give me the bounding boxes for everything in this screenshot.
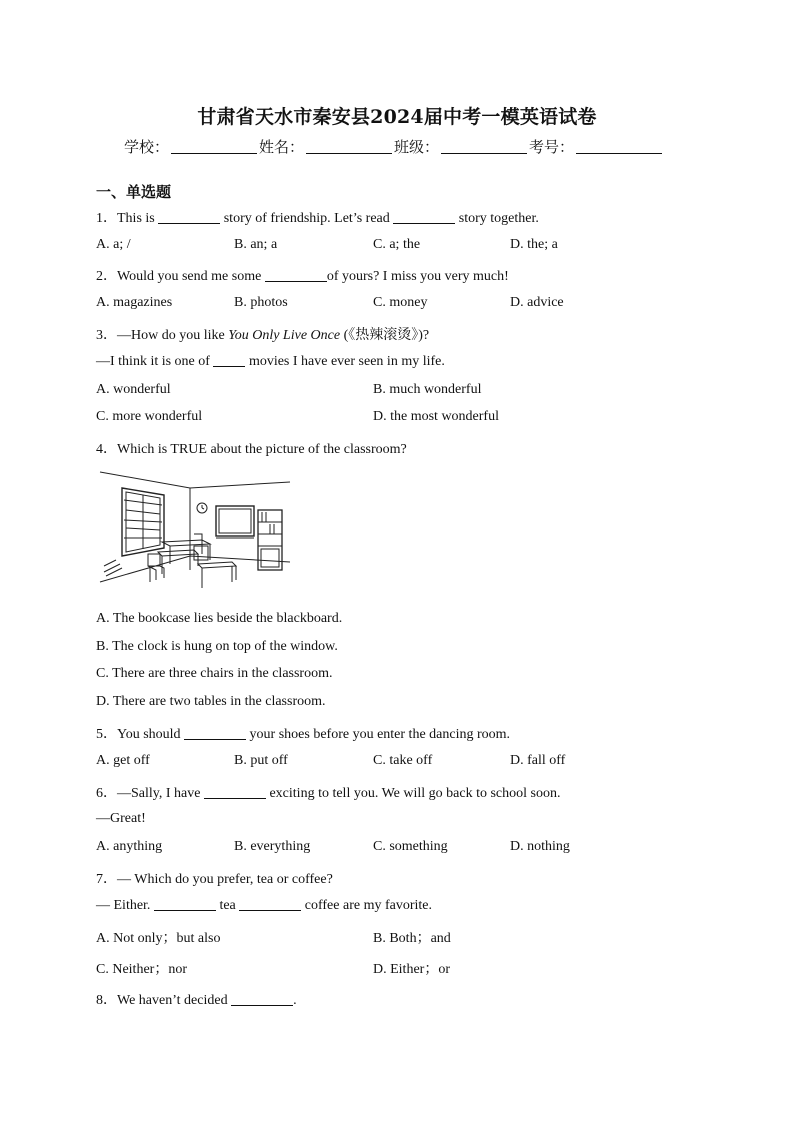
question-7-stem: 7．— Which do you prefer, tea or coffee? <box>96 872 333 887</box>
question-2-stem <box>96 265 509 285</box>
q8-stem-b: . <box>293 993 297 1008</box>
q4-option-d[interactable]: D. There are two tables in the classroom. <box>96 694 326 709</box>
name-label: 姓名： <box>259 138 305 156</box>
q3-option-a[interactable]: A. wonderful <box>96 382 171 397</box>
q6-option-a[interactable]: A. anything <box>96 839 163 854</box>
q2-option-a[interactable]: A. magazines <box>96 295 173 310</box>
q7-line2-a: — Either. <box>96 898 151 913</box>
q3-line2-a: —I think it is one of <box>96 354 210 369</box>
q1-stem-a: 1．This is <box>96 211 155 226</box>
q2-stem-b: of yours? I miss you very much! <box>326 269 509 284</box>
q6-option-b[interactable]: B. everything <box>234 839 311 854</box>
name-blank[interactable] <box>306 139 392 154</box>
question-7-line2 <box>96 898 432 914</box>
q3-option-d[interactable]: D. the most wonderful <box>373 409 499 424</box>
q1-option-d[interactable]: D. the; a <box>510 237 558 252</box>
q2-blank[interactable] <box>265 269 327 282</box>
q5-option-a[interactable]: A. get off <box>96 753 150 768</box>
q7-line2-c: coffee are my favorite. <box>304 898 432 913</box>
class-blank[interactable] <box>441 139 527 154</box>
q1-blank-1[interactable] <box>158 211 220 224</box>
q6-option-d[interactable]: D. nothing <box>510 839 570 854</box>
exam-no-blank[interactable] <box>576 139 662 154</box>
q1-stem-b: story of friendship. Let’s read <box>223 211 390 226</box>
q2-stem-a: 2．Would you send me some <box>96 269 262 284</box>
q6-option-c[interactable]: C. something <box>373 839 448 854</box>
school-blank[interactable] <box>171 139 257 154</box>
q5-option-c[interactable]: C. take off <box>373 753 433 768</box>
question-3-stem <box>96 324 429 344</box>
classroom-picture <box>98 470 292 594</box>
q2-option-d[interactable]: D. advice <box>510 295 564 310</box>
q3-blank[interactable] <box>213 354 245 367</box>
q6-stem-b: exciting to tell you. We will go back to school soon. <box>269 786 561 801</box>
q3-line2-b: movies I have ever seen in my life. <box>248 354 445 369</box>
class-label: 班级： <box>394 138 440 156</box>
q8-blank[interactable] <box>231 993 293 1006</box>
q7-blank-1[interactable] <box>154 898 216 911</box>
question-8-stem <box>96 989 297 1009</box>
question-6-stem <box>96 782 561 802</box>
section-heading: 一、单选题 <box>96 183 172 201</box>
q3-stem-b: (《热辣滚烫》)? <box>343 328 430 343</box>
q7-option-c[interactable]: C. Neither；nor <box>96 962 187 977</box>
q1-option-b[interactable]: B. an; a <box>234 237 278 252</box>
question-5-stem <box>96 723 510 743</box>
q7-option-b[interactable]: B. Both；and <box>373 931 451 946</box>
q4-option-b[interactable]: B. The clock is hung on top of the window. <box>96 639 338 654</box>
q5-blank[interactable] <box>184 727 246 740</box>
q7-option-a[interactable]: A. Not only；but also <box>96 931 221 946</box>
q5-stem-a: 5．You should <box>96 727 181 742</box>
q7-option-d[interactable]: D. Either；or <box>373 962 450 977</box>
q3-option-c[interactable]: C. more wonderful <box>96 409 203 424</box>
question-3-line2 <box>96 354 445 370</box>
question-1-stem <box>96 207 539 227</box>
q1-option-c[interactable]: C. a; the <box>373 237 421 252</box>
question-4-stem: 4．Which is TRUE about the picture of the classroom? <box>96 442 407 457</box>
q3-stem-a: 3．—How do you like <box>96 328 225 343</box>
q3-movie-title: You Only Live Once <box>228 328 341 343</box>
q6-stem-a: 6．—Sally, I have <box>96 786 201 801</box>
q7-blank-2[interactable] <box>239 898 301 911</box>
q3-option-b[interactable]: B. much wonderful <box>373 382 482 397</box>
q6-blank[interactable] <box>204 786 266 799</box>
q8-stem-a: 8．We haven’t decided <box>96 993 228 1008</box>
q7-line2-b: tea <box>219 898 236 913</box>
q2-option-c[interactable]: C. money <box>373 295 428 310</box>
exam-no-label: 考号： <box>529 138 575 156</box>
q4-option-a[interactable]: A. The bookcase lies beside the blackboard. <box>96 611 343 626</box>
page-title: 甘肃省天水市秦安县2024届中考一模英语试卷 <box>197 106 597 128</box>
school-label: 学校： <box>124 138 170 156</box>
q5-option-d[interactable]: D. fall off <box>510 753 566 768</box>
q1-blank-2[interactable] <box>393 211 455 224</box>
q5-option-b[interactable]: B. put off <box>234 753 288 768</box>
q1-option-a[interactable]: A. a; / <box>96 237 131 252</box>
question-6-line2: —Great! <box>96 811 146 826</box>
q1-stem-c: story together. <box>458 211 539 226</box>
q4-option-c[interactable]: C. There are three chairs in the classroom. <box>96 666 333 681</box>
q2-option-b[interactable]: B. photos <box>234 295 288 310</box>
student-info-line <box>124 136 664 157</box>
q5-stem-b: your shoes before you enter the dancing room. <box>249 727 511 742</box>
